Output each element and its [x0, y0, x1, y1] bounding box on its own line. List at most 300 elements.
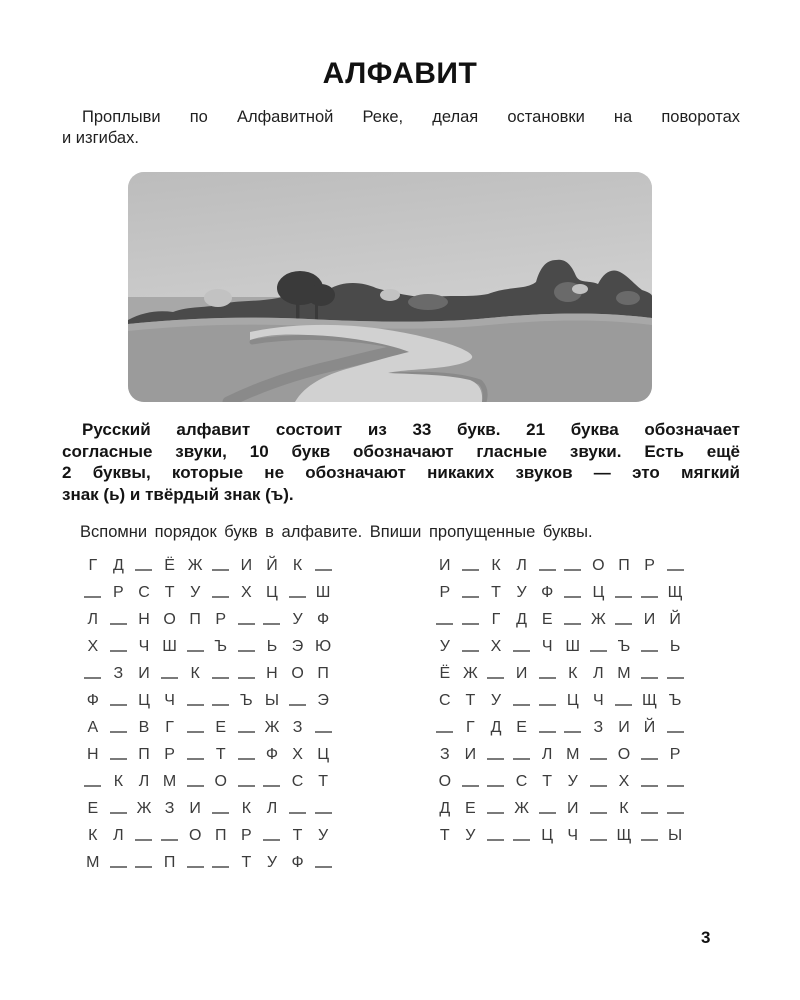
- text-line: 2 буквы, которые не обозначают никаких звуков — это мягкий: [62, 463, 740, 482]
- blank-underscore: [539, 704, 556, 706]
- letter-cell: Э: [317, 692, 329, 709]
- letter-cell: О: [214, 773, 227, 790]
- tree-highlight: [380, 289, 400, 301]
- letter-cell: Ж: [264, 719, 280, 736]
- blank-slot: [310, 714, 336, 741]
- blank-slot: [637, 768, 663, 795]
- letter-cell: Ю: [315, 638, 332, 655]
- blank-underscore: [84, 677, 101, 679]
- letter-cell: Х: [87, 638, 99, 655]
- letter-cell: О: [291, 665, 304, 682]
- letter-cell: Ф: [86, 692, 99, 709]
- letter-cell: Ж: [136, 800, 152, 817]
- letter-cell: Н: [266, 665, 278, 682]
- letter-cell: Ц: [592, 584, 605, 601]
- letter-cell: Т: [241, 854, 252, 871]
- letter-cell: Ф: [291, 854, 304, 871]
- blank-slot: [509, 633, 535, 660]
- blank-underscore: [487, 839, 504, 841]
- blank-slot: [483, 741, 509, 768]
- blank-underscore: [212, 704, 229, 706]
- letter-cell: У: [266, 854, 278, 871]
- blank-slot: [586, 741, 612, 768]
- blank-underscore: [135, 839, 152, 841]
- blank-slot: [637, 795, 663, 822]
- blank-slot: [234, 741, 260, 768]
- blank-underscore: [110, 623, 127, 625]
- letter-cell: Щ: [667, 584, 683, 601]
- blank-slot: [611, 687, 637, 714]
- letter-cell: Ж: [514, 800, 529, 817]
- blank-slot: [560, 714, 586, 741]
- blank-underscore: [289, 812, 306, 814]
- blank-slot: [483, 660, 509, 687]
- blank-underscore: [84, 785, 101, 787]
- letter-cell: Р: [113, 584, 124, 601]
- letter-row: [80, 606, 336, 633]
- letter-cell: Ц: [317, 746, 330, 763]
- blank-underscore: [667, 785, 684, 787]
- blank-underscore: [641, 677, 658, 679]
- letter-cell: Н: [87, 746, 99, 763]
- letter-cell: Т: [439, 827, 450, 844]
- blank-slot: [234, 660, 260, 687]
- blank-underscore: [590, 758, 607, 760]
- letter-cell: Ч: [164, 692, 175, 709]
- letters-column-left: [80, 552, 336, 876]
- letter-cell: Ы: [668, 827, 683, 844]
- blank-slot: [208, 579, 234, 606]
- blank-underscore: [564, 569, 581, 571]
- blank-underscore: [667, 677, 684, 679]
- blank-slot: [131, 849, 157, 876]
- blank-underscore: [590, 650, 607, 652]
- letter-row: [80, 849, 336, 876]
- letter-cell: И: [189, 800, 201, 817]
- letter-cell: Е: [465, 800, 476, 817]
- letter-cell: Т: [318, 773, 329, 790]
- blank-slot: [310, 552, 336, 579]
- text-line: согласные звуки, 10 букв обозначают гласные звуки. Есть ещё: [62, 441, 740, 461]
- blank-slot: [586, 795, 612, 822]
- blank-underscore: [462, 596, 479, 598]
- letter-cell: Ч: [567, 827, 579, 844]
- letter-row: [80, 633, 336, 660]
- blank-slot: [157, 660, 183, 687]
- letter-cell: Р: [439, 584, 451, 601]
- letter-cell: Р: [669, 746, 681, 763]
- letter-cell: Е: [215, 719, 227, 736]
- blank-slot: [560, 552, 586, 579]
- blank-slot: [285, 795, 311, 822]
- blank-slot: [534, 660, 560, 687]
- blank-underscore: [513, 758, 530, 760]
- letter-cell: Ц: [266, 584, 278, 601]
- blank-underscore: [590, 812, 607, 814]
- letter-cell: И: [515, 665, 528, 682]
- letter-cell: И: [618, 719, 630, 736]
- blank-underscore: [487, 758, 504, 760]
- blank-underscore: [289, 704, 306, 706]
- blank-underscore: [110, 758, 127, 760]
- letter-cell: К: [292, 557, 303, 574]
- letter-cell: П: [163, 854, 176, 871]
- letter-row: [80, 741, 336, 768]
- blank-slot: [637, 741, 663, 768]
- text-line: и изгибах.: [62, 129, 139, 147]
- blank-underscore: [238, 677, 255, 679]
- letter-row: [432, 768, 688, 795]
- letter-cell: У: [318, 827, 329, 844]
- blank-slot: [208, 660, 234, 687]
- blank-slot: [662, 714, 688, 741]
- blank-underscore: [513, 704, 530, 706]
- blank-slot: [458, 552, 484, 579]
- letter-cell: Г: [88, 557, 98, 574]
- blank-slot: [80, 768, 106, 795]
- letter-cell: Л: [113, 827, 124, 844]
- blank-slot: [560, 606, 586, 633]
- blank-underscore: [641, 812, 658, 814]
- letter-cell: Х: [292, 746, 303, 763]
- blank-slot: [285, 579, 311, 606]
- blank-slot: [106, 714, 132, 741]
- letter-cell: Л: [593, 665, 604, 682]
- blank-slot: [80, 660, 106, 687]
- letter-cell: Ф: [317, 611, 330, 628]
- letter-cell: Г: [165, 719, 174, 736]
- letter-cell: У: [190, 584, 201, 601]
- letter-cell: Г: [466, 719, 475, 736]
- blank-underscore: [187, 758, 204, 760]
- blank-slot: [534, 687, 560, 714]
- letter-cell: О: [617, 746, 631, 763]
- letter-cell: П: [317, 665, 329, 682]
- blank-slot: [208, 849, 234, 876]
- blank-slot: [509, 741, 535, 768]
- blank-slot: [637, 822, 663, 849]
- letter-cell: М: [566, 746, 580, 763]
- letter-cell: Т: [215, 746, 226, 763]
- blank-slot: [483, 768, 509, 795]
- letter-cell: З: [593, 719, 604, 736]
- letter-cell: Н: [138, 611, 150, 628]
- blank-underscore: [487, 812, 504, 814]
- letter-row: [80, 660, 336, 687]
- blank-underscore: [315, 731, 332, 733]
- blank-slot: [509, 687, 535, 714]
- letter-row: [80, 795, 336, 822]
- letter-row: [432, 687, 688, 714]
- letter-cell: Ш: [315, 584, 331, 601]
- blank-slot: [586, 633, 612, 660]
- letter-cell: У: [567, 773, 578, 790]
- letter-cell: И: [240, 557, 253, 574]
- blank-underscore: [110, 812, 127, 814]
- letter-cell: У: [292, 611, 303, 628]
- letter-cell: И: [643, 611, 656, 628]
- letter-cell: М: [617, 665, 631, 682]
- letter-cell: Ё: [439, 665, 451, 682]
- letter-cell: А: [87, 719, 99, 736]
- letter-cell: Ч: [138, 638, 150, 655]
- intro-paragraph: [62, 107, 740, 149]
- blank-underscore: [436, 623, 453, 625]
- blank-underscore: [615, 596, 632, 598]
- blank-underscore: [436, 731, 453, 733]
- blank-underscore: [462, 569, 479, 571]
- blank-slot: [458, 606, 484, 633]
- blank-underscore: [187, 731, 204, 733]
- letter-cell: Ъ: [617, 638, 631, 655]
- blank-slot: [131, 822, 157, 849]
- blank-slot: [259, 822, 285, 849]
- blank-slot: [208, 687, 234, 714]
- letter-cell: Т: [491, 584, 501, 601]
- blank-underscore: [641, 839, 658, 841]
- page-title: АЛФАВИТ: [322, 57, 478, 90]
- text-line: знак (ь) и твёрдый знак (ъ).: [62, 484, 294, 504]
- blank-slot: [310, 795, 336, 822]
- blank-slot: [458, 768, 484, 795]
- letter-cell: Ф: [265, 746, 279, 763]
- letter-cell: У: [465, 827, 476, 844]
- blank-underscore: [161, 677, 178, 679]
- letter-cell: П: [618, 557, 630, 574]
- letter-cell: И: [439, 557, 451, 574]
- letter-cell: Щ: [616, 827, 632, 844]
- blank-slot: [182, 714, 208, 741]
- letter-cell: Ц: [566, 692, 579, 709]
- text-line: Русский алфавит состоит из 33 букв. 21 буква обозначает: [82, 420, 740, 439]
- letter-cell: Й: [266, 557, 278, 574]
- letter-cell: Г: [491, 611, 501, 628]
- letter-cell: Х: [490, 638, 502, 655]
- blank-slot: [106, 795, 132, 822]
- letter-cell: О: [592, 557, 605, 574]
- blank-slot: [534, 714, 560, 741]
- blank-slot: [234, 768, 260, 795]
- letter-row: [432, 552, 688, 579]
- letter-row: [80, 687, 336, 714]
- blank-underscore: [84, 596, 101, 598]
- letter-row: [432, 660, 688, 687]
- letter-cell: С: [138, 584, 150, 601]
- river-landscape-illustration: [128, 172, 652, 402]
- letter-cell: Ъ: [240, 692, 253, 709]
- letter-cell: Д: [439, 800, 451, 817]
- blank-slot: [458, 633, 484, 660]
- text-line: Проплыви по Алфавитной Реке, делая остановки на поворотах: [82, 108, 740, 126]
- letter-row: [432, 795, 688, 822]
- letter-cell: Э: [291, 638, 304, 655]
- blank-slot: [208, 795, 234, 822]
- page-number: 3: [701, 928, 711, 947]
- blank-underscore: [462, 650, 479, 652]
- blank-underscore: [263, 839, 280, 841]
- blank-underscore: [641, 650, 658, 652]
- letter-cell: К: [113, 773, 124, 790]
- letter-cell: Ъ: [214, 638, 228, 655]
- blank-underscore: [641, 758, 658, 760]
- blank-underscore: [289, 596, 306, 598]
- blank-underscore: [110, 731, 127, 733]
- letter-cell: Д: [112, 557, 124, 574]
- letter-cell: Р: [164, 746, 175, 763]
- blank-underscore: [539, 731, 556, 733]
- blank-underscore: [212, 866, 229, 868]
- letter-cell: Ф: [541, 584, 554, 601]
- blank-slot: [560, 579, 586, 606]
- letter-cell: М: [86, 854, 100, 871]
- letter-cell: У: [439, 638, 450, 655]
- letter-cell: Х: [241, 584, 252, 601]
- letter-cell: Л: [516, 557, 527, 574]
- blank-underscore: [615, 704, 632, 706]
- letter-cell: Р: [241, 827, 252, 844]
- blank-underscore: [238, 650, 255, 652]
- blank-underscore: [487, 785, 504, 787]
- letter-cell: Ц: [541, 827, 554, 844]
- letter-row: [80, 822, 336, 849]
- letter-cell: З: [292, 719, 303, 736]
- blank-slot: [106, 849, 132, 876]
- letter-cell: Ц: [138, 692, 150, 709]
- blank-underscore: [539, 569, 556, 571]
- letter-cell: Д: [490, 719, 502, 736]
- blank-slot: [182, 687, 208, 714]
- letter-cell: С: [515, 773, 528, 790]
- letter-cell: К: [619, 800, 629, 817]
- letter-cell: О: [188, 827, 202, 844]
- blank-slot: [234, 606, 260, 633]
- letter-cell: К: [241, 800, 252, 817]
- letter-cell: У: [490, 692, 502, 709]
- letter-cell: Т: [542, 773, 553, 790]
- letter-cell: С: [291, 773, 304, 790]
- letter-cell: З: [439, 746, 450, 763]
- blank-underscore: [667, 731, 684, 733]
- letter-cell: И: [464, 746, 477, 763]
- blank-underscore: [315, 569, 332, 571]
- letter-cell: З: [164, 800, 175, 817]
- blank-underscore: [462, 623, 479, 625]
- letter-cell: П: [138, 746, 150, 763]
- landscape-svg: [128, 172, 652, 402]
- blank-slot: [182, 633, 208, 660]
- tree-highlight: [204, 289, 232, 307]
- letter-cell: К: [88, 827, 98, 844]
- blank-slot: [432, 714, 458, 741]
- blank-slot: [611, 606, 637, 633]
- blank-slot: [637, 633, 663, 660]
- blank-underscore: [110, 650, 127, 652]
- letter-cell: Й: [643, 719, 656, 736]
- blank-underscore: [641, 785, 658, 787]
- tree-highlight: [572, 284, 588, 294]
- letter-cell: Ж: [187, 557, 203, 574]
- letter-row: [432, 606, 688, 633]
- blank-underscore: [212, 569, 229, 571]
- tree-clump: [408, 294, 448, 310]
- letter-cell: Р: [215, 611, 227, 628]
- letter-cell: Т: [292, 827, 303, 844]
- blank-underscore: [667, 569, 684, 571]
- blank-slot: [637, 660, 663, 687]
- blank-underscore: [564, 596, 581, 598]
- letter-cell: Р: [644, 557, 655, 574]
- blank-slot: [662, 768, 688, 795]
- letter-cell: О: [163, 611, 176, 628]
- letter-row: [432, 633, 688, 660]
- blank-slot: [259, 768, 285, 795]
- blank-underscore: [263, 785, 280, 787]
- letter-cell: К: [568, 665, 578, 682]
- blank-underscore: [110, 866, 127, 868]
- letter-row: [80, 552, 336, 579]
- blank-underscore: [590, 785, 607, 787]
- blank-underscore: [564, 731, 581, 733]
- blank-slot: [534, 795, 560, 822]
- blank-underscore: [161, 839, 178, 841]
- blank-underscore: [238, 731, 255, 733]
- blank-slot: [662, 795, 688, 822]
- letter-cell: Е: [516, 719, 527, 736]
- fact-paragraph: [62, 419, 740, 505]
- blank-underscore: [238, 785, 255, 787]
- letter-cell: Ш: [162, 638, 177, 655]
- letter-cell: Т: [465, 692, 476, 709]
- letter-cell: Ё: [164, 557, 175, 574]
- blank-slot: [432, 606, 458, 633]
- blank-slot: [586, 822, 612, 849]
- letter-cell: Е: [541, 611, 553, 628]
- letter-cell: С: [439, 692, 451, 709]
- letter-cell: Л: [266, 800, 278, 817]
- blank-underscore: [539, 677, 556, 679]
- blank-underscore: [212, 677, 229, 679]
- blank-underscore: [187, 785, 204, 787]
- letter-cell: О: [438, 773, 452, 790]
- blank-slot: [106, 741, 132, 768]
- letter-cell: Д: [516, 611, 527, 628]
- tree-clump: [616, 291, 640, 305]
- blank-underscore: [187, 650, 204, 652]
- letter-cell: Ш: [565, 638, 581, 655]
- blank-slot: [458, 579, 484, 606]
- blank-underscore: [212, 596, 229, 598]
- blank-underscore: [564, 623, 581, 625]
- letter-cell: Е: [87, 800, 99, 817]
- blank-underscore: [590, 839, 607, 841]
- blank-underscore: [462, 785, 479, 787]
- letter-cell: П: [215, 827, 227, 844]
- blank-slot: [131, 552, 157, 579]
- letter-cell: К: [491, 557, 501, 574]
- letter-cell: З: [113, 665, 124, 682]
- letter-row: [80, 579, 336, 606]
- blank-underscore: [187, 866, 204, 868]
- blank-slot: [182, 768, 208, 795]
- letter-cell: Ь: [669, 638, 681, 655]
- blank-underscore: [615, 623, 632, 625]
- letter-cell: Ч: [541, 638, 553, 655]
- letter-cell: К: [190, 665, 200, 682]
- blank-underscore: [487, 677, 504, 679]
- letter-grid: [80, 552, 688, 876]
- letter-row: [80, 714, 336, 741]
- letter-cell: И: [138, 665, 150, 682]
